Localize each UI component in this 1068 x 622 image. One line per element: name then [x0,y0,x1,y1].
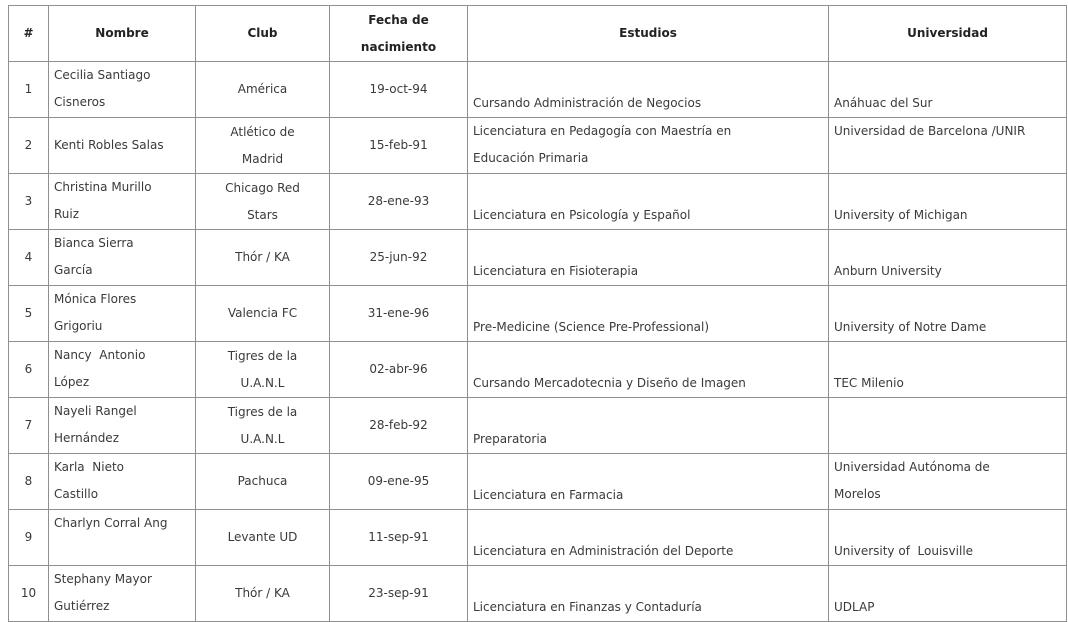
cell-name: Nayeli Rangel Hernández [49,398,196,454]
cell-club: Levante UD [196,510,330,566]
cell-club: Tigres de la U.A.N.L [196,398,330,454]
cell-birthdate: 28-feb-92 [330,398,468,454]
cell-number: 5 [9,286,49,342]
cell-name: Stephany Mayor Gutiérrez [49,566,196,622]
table-row [9,174,1067,230]
cell-number: 3 [9,174,49,230]
cell-club: Chicago Red Stars [196,174,330,230]
table-header-row [9,6,1067,62]
table-row [9,62,1067,118]
cell-university: Anáhuac del Sur [829,62,1067,118]
players-table-container [8,5,1067,622]
cell-university: TEC Milenio [829,342,1067,398]
table-row [9,398,1067,454]
cell-name: Kenti Robles Salas [49,118,196,174]
cell-university: Universidad Autónoma de Morelos [829,454,1067,510]
cell-studies: Preparatoria [468,398,829,454]
cell-university [829,398,1067,454]
cell-number: 8 [9,454,49,510]
table-row [9,454,1067,510]
table-row [9,566,1067,622]
cell-name: Mónica Flores Grigoriu [49,286,196,342]
cell-number: 4 [9,230,49,286]
cell-studies: Cursando Mercadotecnia y Diseño de Imagen [468,342,829,398]
cell-birthdate: 28-ene-93 [330,174,468,230]
cell-studies: Pre-Medicine (Science Pre-Professional) [468,286,829,342]
cell-birthdate: 23-sep-91 [330,566,468,622]
header-university: Universidad [829,6,1067,62]
header-studies: Estudios [468,6,829,62]
cell-studies: Licenciatura en Fisioterapia [468,230,829,286]
cell-studies: Licenciatura en Administración del Deporte [468,510,829,566]
cell-number: 7 [9,398,49,454]
header-birthdate: Fecha de nacimiento [330,6,468,62]
cell-birthdate: 11-sep-91 [330,510,468,566]
cell-club: Valencia FC [196,286,330,342]
cell-name: Christina Murillo Ruiz [49,174,196,230]
cell-number: 6 [9,342,49,398]
cell-name: Charlyn Corral Ang [49,510,196,566]
cell-university: UDLAP [829,566,1067,622]
cell-birthdate: 15-feb-91 [330,118,468,174]
cell-birthdate: 19-oct-94 [330,62,468,118]
cell-birthdate: 09-ene-95 [330,454,468,510]
cell-club: Atlético de Madrid [196,118,330,174]
cell-studies: Licenciatura en Psicología y Español [468,174,829,230]
cell-number: 1 [9,62,49,118]
cell-university: University of Michigan [829,174,1067,230]
cell-club: Tigres de la U.A.N.L [196,342,330,398]
header-name: Nombre [49,6,196,62]
header-number: # [9,6,49,62]
cell-birthdate: 31-ene-96 [330,286,468,342]
cell-club: Thór / KA [196,566,330,622]
cell-club: Pachuca [196,454,330,510]
table-row [9,286,1067,342]
cell-name: Bianca Sierra García [49,230,196,286]
cell-university: University of Notre Dame [829,286,1067,342]
cell-club: Thór / KA [196,230,330,286]
cell-university: Universidad de Barcelona /UNIR [829,118,1067,174]
table-row [9,510,1067,566]
cell-studies: Licenciatura en Finanzas y Contaduría [468,566,829,622]
cell-studies: Licenciatura en Farmacia [468,454,829,510]
cell-number: 2 [9,118,49,174]
cell-number: 10 [9,566,49,622]
cell-name: Cecilia Santiago Cisneros [49,62,196,118]
cell-studies: Cursando Administración de Negocios [468,62,829,118]
table-row [9,230,1067,286]
players-table [8,5,1067,622]
cell-name: Karla Nieto Castillo [49,454,196,510]
cell-club: América [196,62,330,118]
cell-birthdate: 02-abr-96 [330,342,468,398]
cell-university: University of Louisville [829,510,1067,566]
cell-name: Nancy Antonio López [49,342,196,398]
table-row [9,342,1067,398]
cell-studies: Licenciatura en Pedagogía con Maestría en Educación Primaria [468,118,829,174]
table-row [9,118,1067,174]
cell-university: Anburn University [829,230,1067,286]
cell-birthdate: 25-jun-92 [330,230,468,286]
cell-number: 9 [9,510,49,566]
header-club: Club [196,6,330,62]
